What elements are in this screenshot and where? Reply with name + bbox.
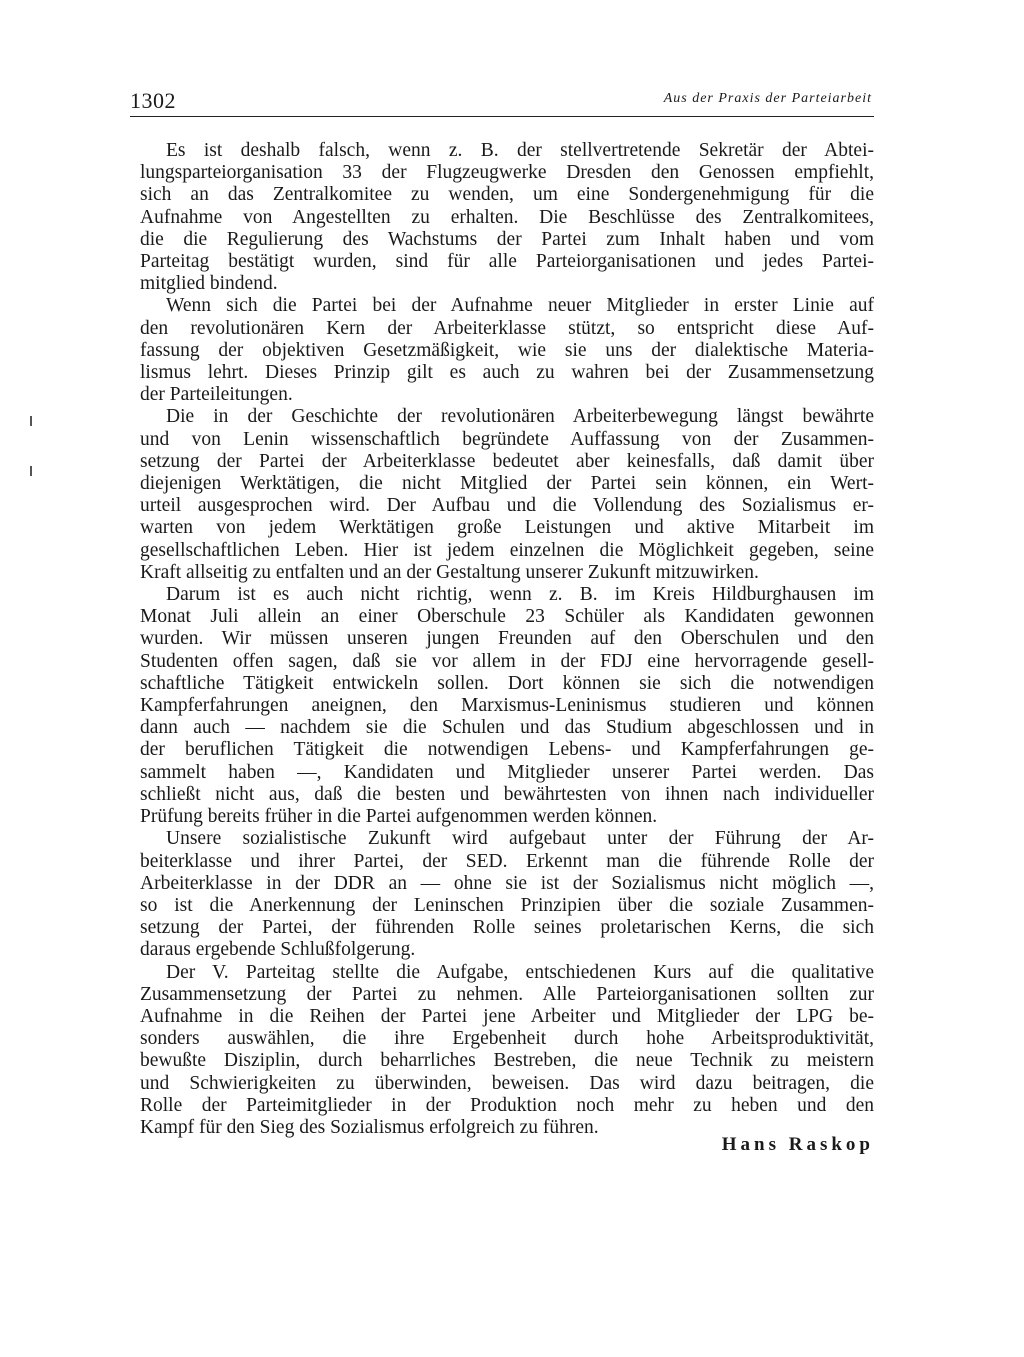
paragraph bbox=[140, 962, 874, 1140]
text-line: mitglied bindend. bbox=[140, 273, 278, 295]
text-line: daraus ergebende Schlußfolgerung. bbox=[140, 939, 416, 961]
text-line: Aufnahme in die Reihen der Partei jene Arbeiter und Mitglieder der LPG be- bbox=[140, 1005, 874, 1027]
page-number: 1302 bbox=[130, 88, 176, 113]
text-line: und Schwierigkeiten zu überwinden, beweisen. Das wird dazu beitragen, die bbox=[140, 1072, 874, 1094]
text-line: urteil ausgesprochen wird. Der Aufbau und die Vollendung des Sozialismus er- bbox=[140, 495, 874, 517]
text-line: diejenigen Werktätigen, die nicht Mitglied der Partei sein können, ein Wert- bbox=[140, 473, 874, 495]
paragraph bbox=[140, 295, 874, 406]
text-line: Kampferfahrungen aneignen, den Marxismus-Leninismus studieren und können bbox=[140, 695, 874, 717]
text-line: die die Regulierung des Wachstums der Partei zum Inhalt haben und vom bbox=[140, 228, 874, 250]
text-line: schließt nicht aus, daß die besten und bewährtesten von ihnen nach individueller bbox=[140, 783, 874, 805]
text-line: sammelt haben —, Kandidaten und Mitglieder unserer Partei werden. Das bbox=[140, 761, 874, 783]
text-line: Darum ist es auch nicht richtig, wenn z. B. im Kreis Hildburghausen im bbox=[166, 584, 874, 606]
text-line: Der V. Parteitag stellte die Aufgabe, entschiedenen Kurs auf die qualitative bbox=[166, 961, 874, 983]
text-line: sonders auswählen, die ihre Ergebenheit durch hohe Arbeitsproduktivität, bbox=[140, 1028, 874, 1050]
text-line: wurden. Wir müssen unseren jungen Freunden auf den Oberschulen und den bbox=[140, 628, 874, 650]
text-line: gesellschaftlichen Leben. Hier ist jedem einzelnen die Möglichkeit gegeben, seine bbox=[140, 539, 874, 561]
paragraph bbox=[140, 828, 874, 961]
text-line: warten von jedem Werktätigen große Leistungen und aktive Mitarbeit im bbox=[140, 517, 874, 539]
text-line: Die in der Geschichte der revolutionären Arbeiterbewegung längst bewährte bbox=[166, 406, 874, 428]
text-line: setzung der Partei, der führenden Rolle seines proletarischen Kerns, die sich bbox=[140, 917, 874, 939]
text-line: dann auch — nachdem sie die Schulen und das Studium abgeschlossen und in bbox=[140, 717, 874, 739]
text-line: sich an das Zentralkomitee zu wenden, um eine Sondergenehmigung für die bbox=[140, 184, 874, 206]
header-rule bbox=[130, 116, 874, 117]
text-line: fassung der objektiven Gesetzmäßigkeit, wie sie uns der dialektische Materia- bbox=[140, 339, 874, 361]
text-line: schaftliche Tätigkeit entwickeln sollen. Dort können sie sich die notwendigen bbox=[140, 672, 874, 694]
article-body bbox=[140, 140, 874, 1139]
text-line: setzung der Partei der Arbeiterklasse bedeutet aber keinesfalls, daß damit über bbox=[140, 450, 874, 472]
text-line: beiterklasse und ihrer Partei, der SED. Erkennt man die führende Rolle der bbox=[140, 850, 874, 872]
paragraph bbox=[140, 584, 874, 828]
paragraph bbox=[140, 140, 874, 295]
text-line: Parteitag bestätigt wurden, sind für alle Parteiorganisationen und jedes Partei- bbox=[140, 251, 874, 273]
text-line: lungsparteiorganisation 33 der Flugzeugwerke Dresden den Genossen empfiehlt, bbox=[140, 162, 874, 184]
text-line: Monat Juli allein an einer Oberschule 23 Schüler als Kandidaten gewonnen bbox=[140, 606, 874, 628]
margin-mark bbox=[30, 416, 32, 426]
running-header bbox=[130, 86, 874, 116]
text-line: Kampf für den Sieg des Sozialismus erfolgreich zu führen. bbox=[140, 1116, 599, 1138]
running-title: Aus der Praxis der Parteiarbeit bbox=[663, 91, 872, 106]
text-line: Prüfung bereits früher in die Partei aufgenommen werden können. bbox=[140, 806, 658, 828]
text-line: bewußte Disziplin, durch beharrliches Bestreben, die neue Technik zu meistern bbox=[140, 1050, 874, 1072]
margin-mark bbox=[30, 466, 32, 476]
text-line: Es ist deshalb falsch, wenn z. B. der stellvertretende Sekretär der Abtei- bbox=[166, 140, 874, 161]
paragraph bbox=[140, 406, 874, 584]
text-line: lismus lehrt. Dieses Prinzip gilt es auch zu wahren bei der Zusammensetzung bbox=[140, 362, 874, 384]
text-line: Kraft allseitig zu entfalten und an der Gestaltung unserer Zukunft mitzuwirken. bbox=[140, 561, 759, 583]
text-line: den revolutionären Kern der Arbeiterklasse stützt, so entspricht diese Auf- bbox=[140, 317, 874, 339]
text-line: so ist die Anerkennung der Leninschen Prinzipien über die soziale Zusammen- bbox=[140, 894, 874, 916]
author-signature: Hans Raskop bbox=[721, 1134, 874, 1155]
text-line: der Parteileitungen. bbox=[140, 384, 293, 406]
text-line: Rolle der Parteimitglieder in der Produktion noch mehr zu heben und den bbox=[140, 1094, 874, 1116]
text-line: Wenn sich die Partei bei der Aufnahme neuer Mitglieder in erster Linie auf bbox=[166, 295, 874, 317]
text-line: der beruflichen Tätigkeit die notwendigen Lebens- und Kampferfahrungen ge- bbox=[140, 739, 874, 761]
text-line: Aufnahme von Angestellten zu erhalten. Die Beschlüsse des Zentralkomitees, bbox=[140, 206, 874, 228]
text-line: Unsere sozialistische Zukunft wird aufgebaut unter der Führung der Ar- bbox=[166, 828, 874, 850]
text-line: Studenten offen sagen, daß sie vor allem in der FDJ eine hervorragende gesell- bbox=[140, 650, 874, 672]
text-line: und von Lenin wissenschaftlich begründete Auffassung von der Zusammen- bbox=[140, 428, 874, 450]
text-line: Zusammensetzung der Partei zu nehmen. Alle Parteiorganisationen sollten zur bbox=[140, 983, 874, 1005]
text-line: Arbeiterklasse in der DDR an — ohne sie ist der Sozialismus nicht möglich —, bbox=[140, 872, 874, 894]
